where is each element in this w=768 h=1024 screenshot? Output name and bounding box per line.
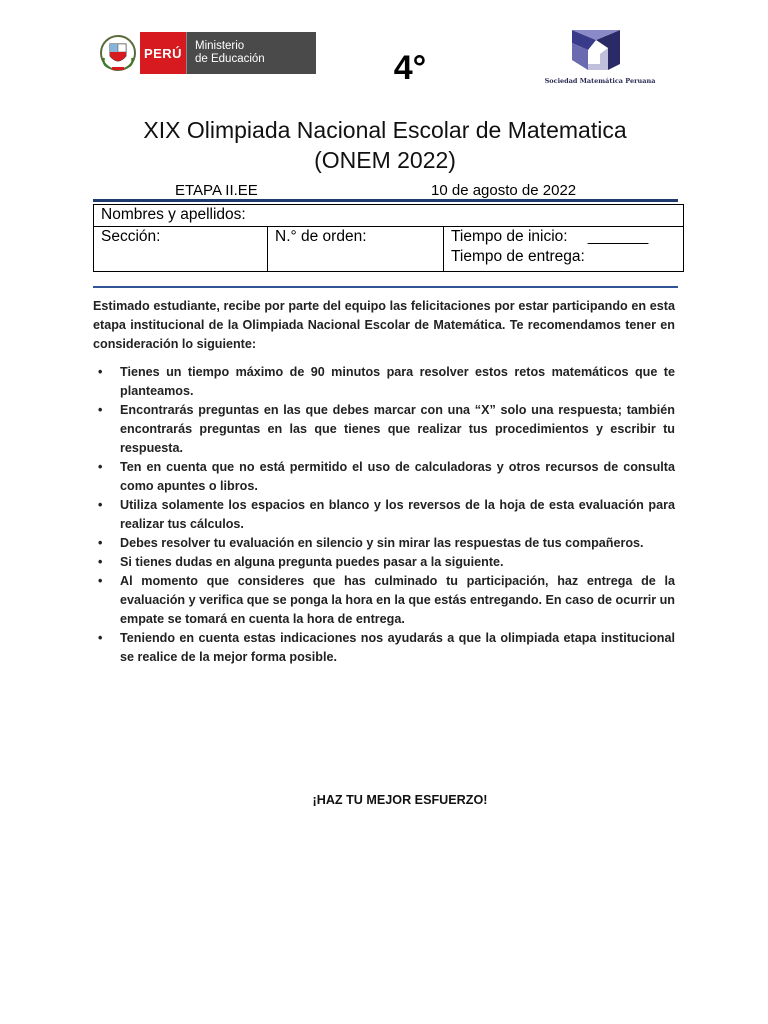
names-field[interactable]	[94, 205, 684, 227]
title-line-1: XIX Olimpiada Nacional Escolar de Matematica	[143, 117, 627, 143]
list-item	[93, 553, 675, 572]
list-item	[93, 572, 675, 629]
rules-list	[93, 363, 675, 667]
list-item	[93, 458, 675, 496]
bullet-icon: •	[98, 498, 103, 512]
rule-text: Utiliza solamente los espacios en blanco y los reversos de la hoja de esta evaluación para realizar tus cálculos.	[120, 498, 675, 531]
list-item	[93, 534, 675, 553]
list-item	[93, 629, 675, 667]
start-time-row	[451, 227, 683, 247]
rule-text: Debes resolver tu evaluación en silencio y sin mirar las respuestas de tus compañeros.	[120, 536, 644, 550]
order-label: N.° de orden:	[275, 228, 367, 245]
list-item	[93, 496, 675, 534]
ministry-name	[186, 32, 316, 74]
stage-label: ETAPA II.EE	[175, 182, 258, 199]
bullet-icon: •	[98, 574, 103, 588]
bullet-icon: •	[98, 631, 103, 645]
rule-text: Encontrarás preguntas en las que debes marcar con una “X” solo una respuesta; también encontrarás preguntas en las que tienes que realizar tus procedimientos y escribir tu respuesta.	[120, 403, 675, 455]
closing-message: ¡HAZ TU MEJOR ESFUERZO!	[312, 793, 488, 807]
smp-logo	[536, 26, 664, 88]
title-line-2: (ONEM 2022)	[314, 147, 456, 173]
bullet-icon: •	[98, 460, 103, 474]
rule-text: Al momento que consideres que has culminado tu participación, haz entrega de la evaluación y verifica que se ponga la hora en la que estás entregando. En caso de ocurrir un empate se tomará en cuenta la hora de entrega.	[120, 574, 675, 626]
bullet-icon: •	[98, 555, 103, 569]
coat-of-arms-icon	[96, 32, 140, 74]
rule-text: Teniendo en cuenta estas indicaciones nos ayudarás a que la olimpiada etapa institucional se realice de la mejor forma posible.	[120, 631, 675, 664]
section-field[interactable]	[94, 227, 268, 272]
ministry-line-1: Ministerio	[195, 40, 245, 52]
peru-label: PERÚ	[140, 32, 186, 74]
student-info-table	[93, 204, 684, 272]
delivery-time-label: Tiempo de entrega:	[451, 248, 585, 265]
exam-title	[60, 115, 710, 175]
rule-text: Tienes un tiempo máximo de 90 minutos para resolver estos retos matemáticos que te planteamos.	[120, 365, 675, 398]
bullet-icon: •	[98, 403, 103, 417]
bullet-icon: •	[98, 536, 103, 550]
minedu-logo	[96, 32, 316, 74]
section-label: Sección:	[101, 228, 161, 245]
time-field[interactable]	[444, 227, 684, 272]
start-time-label: Tiempo de inicio:	[451, 228, 568, 245]
exam-date: 10 de agosto de 2022	[431, 182, 577, 199]
intro-paragraph: Estimado estudiante, recibe por parte del equipo las felicitaciones por estar participando en esta etapa institucional de la Olimpiada Nacional Escolar de Matemática. Te recomendamos tener en consideración lo siguiente:	[93, 299, 675, 351]
impossible-triangle-icon	[536, 26, 664, 76]
society-caption: Sociedad Matemática Peruana	[544, 77, 656, 85]
rule-text: Ten en cuenta que no está permitido el uso de calculadoras y otros recursos de consulta como apuntes o libros.	[120, 460, 675, 493]
list-item	[93, 363, 675, 401]
bottom-rule	[93, 286, 678, 288]
bullet-icon: •	[98, 365, 103, 379]
top-rule	[93, 199, 678, 202]
start-time-blank: _______	[587, 228, 649, 245]
ministry-line-2: de Educación	[195, 53, 265, 65]
grade-label: 4°	[393, 49, 427, 87]
names-label: Nombres y apellidos:	[101, 206, 246, 223]
order-number-field[interactable]	[268, 227, 444, 272]
rule-text: Si tienes dudas en alguna pregunta puedes pasar a la siguiente.	[120, 555, 504, 569]
list-item	[93, 401, 675, 458]
